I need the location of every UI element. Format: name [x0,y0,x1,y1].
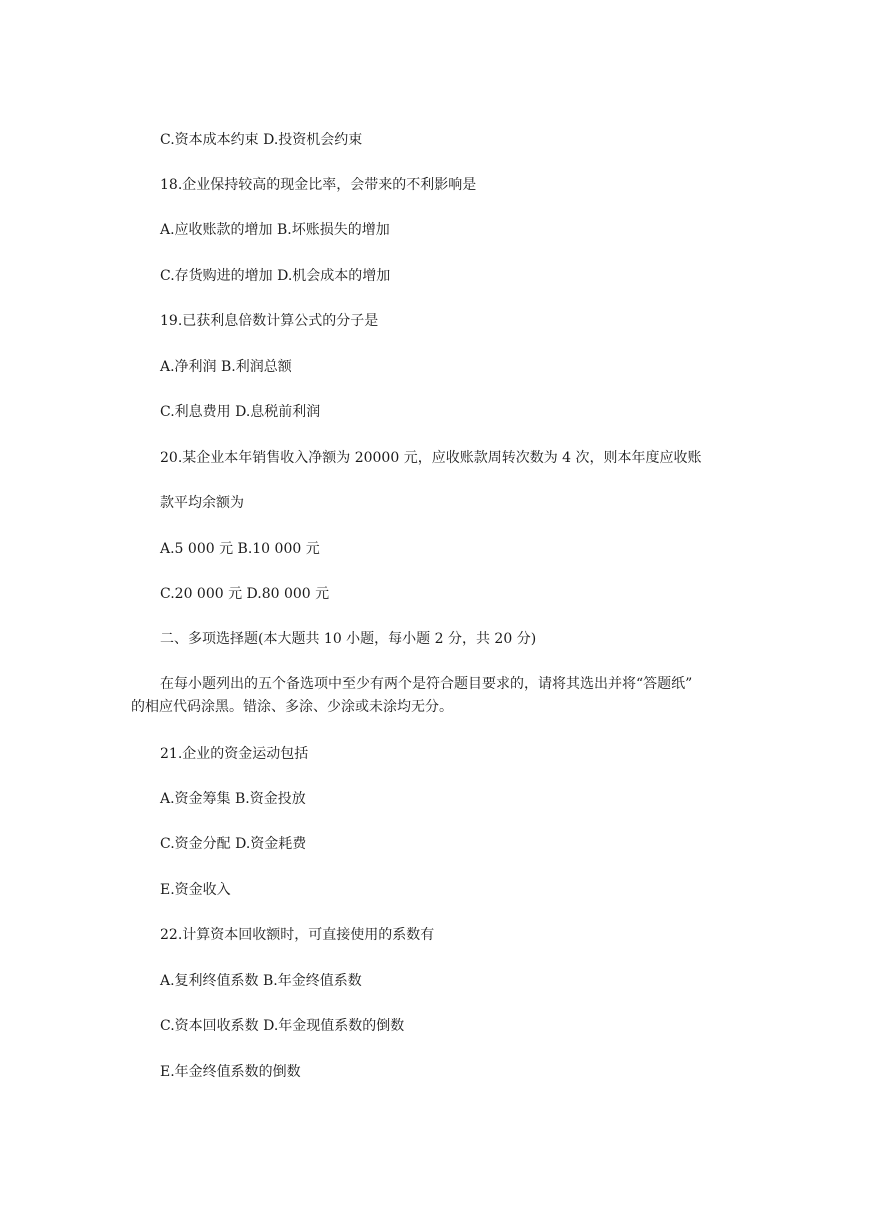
q18-stem: 18.企业保持较高的现金比率，会带来的不利影响是 [160,177,477,193]
q22-options-ab: A.复利终值系数 B.年金终值系数 [160,973,362,989]
q20-options-cd: C.20 000 元 D.80 000 元 [160,586,330,602]
q20-options-ab: A.5 000 元 B.10 000 元 [160,541,320,557]
section2-heading: 二、多项选择题(本大题共 10 小题，每小题 2 分，共 20 分) [160,631,537,647]
q19-options-cd: C.利息费用 D.息税前利润 [160,404,321,420]
q18-options-ab: A.应收账款的增加 B.坏账损失的增加 [160,222,390,238]
q19-options-ab: A.净利润 B.利润总额 [160,359,292,375]
q21-option-e: E.资金收入 [160,882,231,898]
q20-stem-part2: 款平均余额为 [160,495,244,511]
section2-instruction-line2: 的相应代码涂黑。错涂、多涂、少涂或未涂均无分。 [131,699,453,715]
section2-instruction [131,673,760,719]
q22-options-cd: C.资本回收系数 D.年金现值系数的倒数 [160,1018,405,1034]
q21-options-ab: A.资金筹集 B.资金投放 [160,791,306,807]
q22-stem: 22.计算资本回收额时，可直接使用的系数有 [160,927,435,943]
q22-option-e: E.年金终值系数的倒数 [160,1064,301,1080]
q21-stem: 21.企业的资金运动包括 [160,746,309,762]
q21-options-cd: C.资金分配 D.资金耗费 [160,836,307,852]
q17-options-cd: C.资本成本约束 D.投资机会约束 [160,132,363,148]
section2-instruction-line1: 在每小题列出的五个备选项中至少有两个是符合题目要求的，请将其选出并将“答题纸” [160,676,693,692]
q20-stem-part1: 20.某企业本年销售收入净额为 20000 元，应收账款周转次数为 4 次，则本年度应收账 [160,450,702,466]
q18-options-cd: C.存货购进的增加 D.机会成本的增加 [160,268,391,284]
q19-stem: 19.已获利息倍数计算公式的分子是 [160,313,379,329]
